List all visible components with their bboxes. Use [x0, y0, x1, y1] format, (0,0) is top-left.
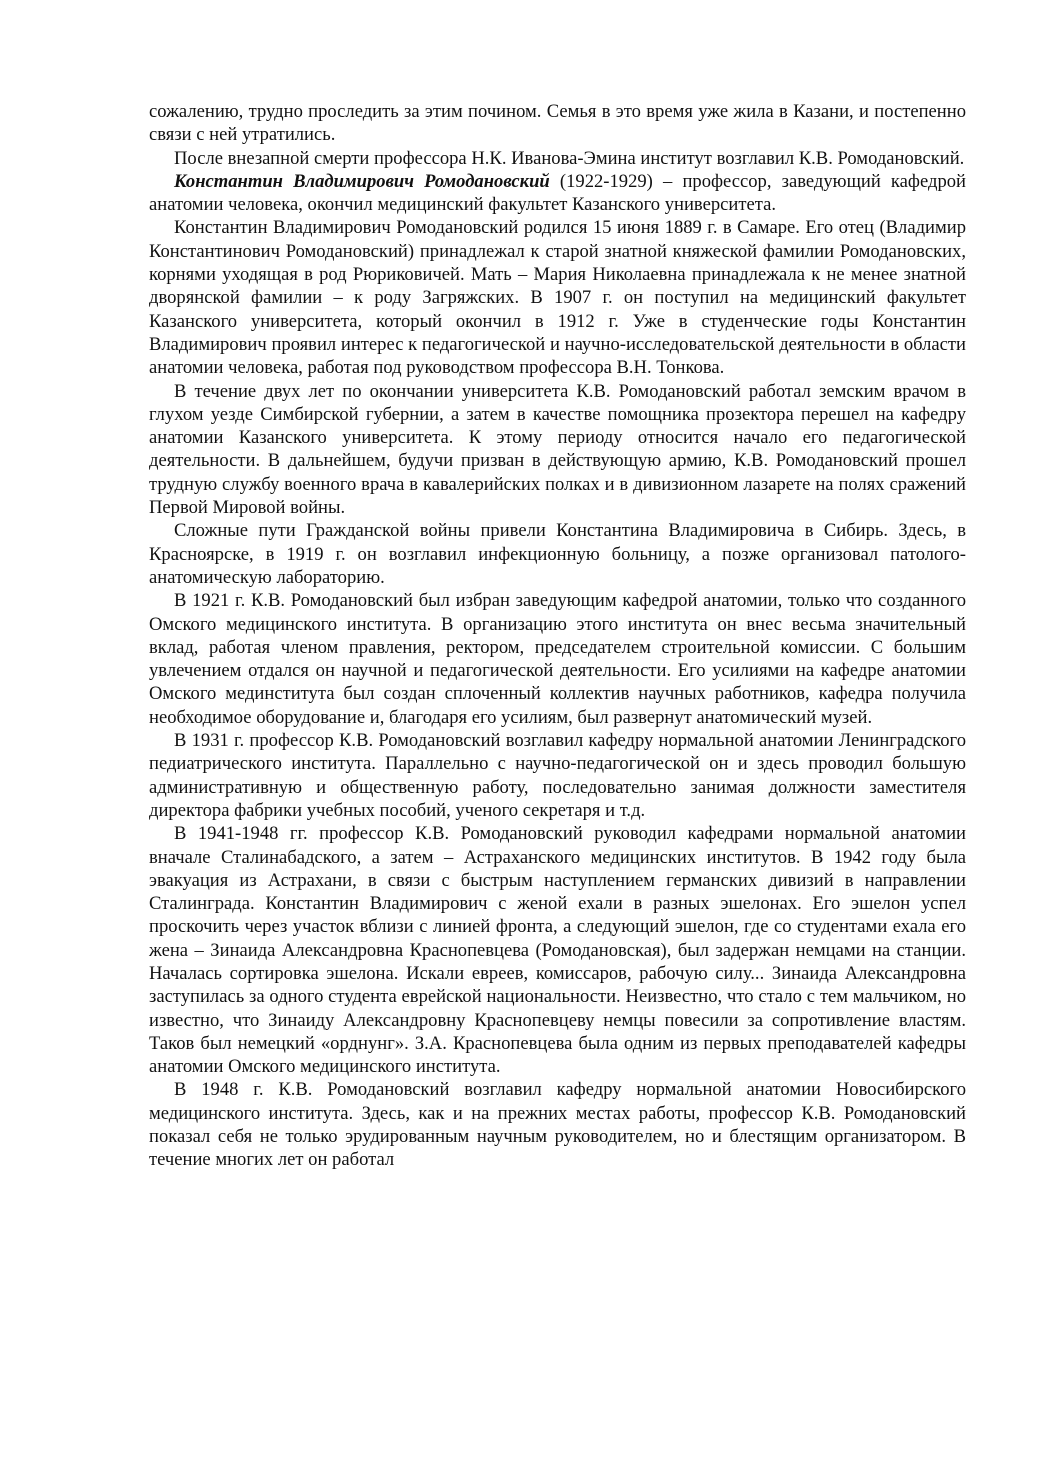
paragraph-5: В течение двух лет по окончании университета К.В. Ромодановский работал земским врачом в глухом уезде Симбирской губернии, а затем в качестве помощника прозектора перешел на кафедру анатомии Казанского университета. К этому периоду относится начало его педагогической деятельности. В дальнейшем, будучи призван в действующую армию, К.В. Ромодановский прошел трудную службу военного врача в кавалерийских полках и в дивизионном лазарете на полях сражений Первой Мировой войны. — [149, 380, 966, 519]
paragraph-7: В 1921 г. К.В. Ромодановский был избран заведующим кафедрой анатомии, только что созданного Омского медицинского института. В организацию этого института он внес весьма значительный вклад, работая членом правления, ректором, председателем строительной комиссии. С большим увлечением отдался он научной и педагогической деятельности. Его усилиями на кафедре анатомии Омского мединститута был создан сплоченный коллектив научных работников, кафедра получила необходимое оборудование и, благодаря его усилиям, был развернут анатомический музей. — [149, 590, 966, 728]
paragraph-3 — [149, 170, 966, 217]
paragraph-6: Сложные пути Гражданской войны привели Константина Владимировича в Сибирь. Здесь, в Красноярске, в 1919 г. он возглавил инфекционную больницу, а позже организовал патолого-анатомическую лабораторию. — [149, 520, 966, 588]
paragraph-9: В 1941-1948 гг. профессор К.В. Ромодановский руководил кафедрами нормальной анатомии вначале Сталинабадского, а затем – Астраханского медицинских институтов. В 1942 году была эвакуация из Астрахани, в связи с быстрым наступлением германских дивизий в направлении Сталинграда. Константин Владимирович с женой ехали в разных эшелонах. Его эшелон успел проскочить через участок вблизи с линией фронта, а следующий эшелон, где со студентами ехала его жена – Зинаида Александровна Краснопевцева (Ромодановская), был задержан немцами на станции. Началась сортировка эшелона. Искали евреев, комиссаров, рабочую силу... Зинаида Александровна заступилась за одного студента еврейской национальности. Неизвестно, что стало с тем мальчиком, но известно, что Зинаиду Александровну Краснопевцеву немцы повесили за сопротивление властям. Таков был немецкий «орднунг». З.А. Краснопевцева была одним из первых преподавателей кафедры анатомии Омского медицинского института. — [149, 823, 966, 1078]
paragraph-4: Константин Владимирович Ромодановский родился 15 июня 1889 г. в Самаре. Его отец (Владимир Константинович Ромодановский) принадлежал к старой знатной княжеской фамилии Ромодановских, корнями уходящая в род Рюриковичей. Мать – Мария Николаевна принадлежала к не менее знатной дворянской фамилии – к роду Загряжских. В 1907 г. он поступил на медицинский факультет Казанского университета, который окончил в 1912 г. Уже в студенческие годы Константин Владимирович проявил интерес к педагогической и научно-исследовательской деятельности в области анатомии человека, работая под руководством профессора В.Н. Тонкова. — [149, 217, 966, 379]
paragraph-2: После внезапной смерти профессора Н.К. Иванова-Эмина институт возглавил К.В. Ромодановский. — [174, 147, 965, 169]
document-page — [149, 100, 966, 1172]
paragraph-10: В 1948 г. К.В. Ромодановский возглавил кафедру нормальной анатомии Новосибирского медицинского института. Здесь, как и на прежних местах работы, профессор К.В. Ромодановский показал себя не только эрудированным научным руководителем, но и блестящим организатором. В течение многих лет он работал — [149, 1079, 966, 1171]
paragraph-8: В 1931 г. профессор К.В. Ромодановский возглавил кафедру нормальной анатомии Ленинградского педиатрического института. Параллельно с научно-педагогической он и здесь проводил большую административную и общественную работу, последовательно занимая должности заместителя директора фабрики учебных пособий, ученого секретаря и т.д. — [149, 730, 966, 821]
paragraph-3-text: (1922-1929) – профессор, заведующий кафедрой анатомии человека, окончил медицинский факультет Казанского университета. — [149, 170, 966, 216]
paragraph-1: сожалению, трудно проследить за этим почином. Семья в это время уже жила в Казани, и постепенно связи с ней утратились. — [149, 101, 966, 146]
person-name-heading: Константин Владимирович Ромодановский — [174, 170, 550, 192]
